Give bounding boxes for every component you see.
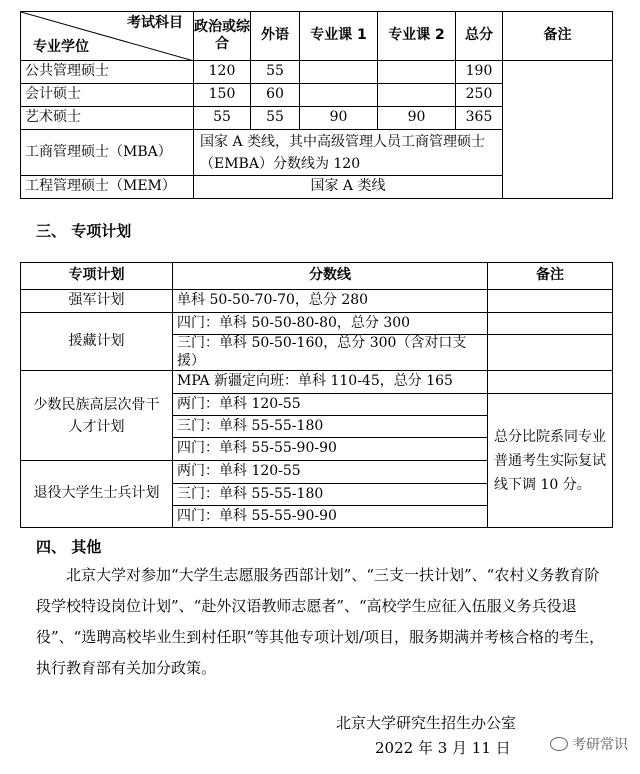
row-name: 工商管理硕士（MBA）	[21, 130, 194, 176]
score-line: MPA 新疆定向班：单科 110-45，总分 165	[173, 371, 488, 394]
section-title-special-plans: 三、 专项计划	[36, 222, 132, 240]
row-name: 公共管理硕士	[21, 61, 194, 84]
cell: 250	[456, 84, 503, 107]
plan-name: 援藏计划	[21, 313, 173, 371]
plan-name: 少数民族高层次骨干人才计划	[21, 371, 173, 461]
cell: 55	[251, 61, 300, 84]
cell: 90	[300, 107, 378, 130]
plan-name: 退役大学生士兵计划	[21, 461, 173, 528]
remarks-cell	[503, 61, 613, 199]
watermark-text: 考研常识	[572, 737, 628, 753]
row-name: 会计硕士	[21, 84, 194, 107]
signature-date: 2022 年 3 月 11 日	[375, 739, 511, 757]
score-line: 三门：单科 50-50-160，总分 300（含对口支援）	[173, 335, 488, 371]
cell: 55	[194, 107, 251, 130]
cell	[300, 84, 378, 107]
table-row	[21, 290, 613, 313]
row-name: 艺术硕士	[21, 107, 194, 130]
score-line: 两门：单科 120-55	[173, 461, 488, 484]
col-header: 政治或综合	[194, 12, 251, 61]
signature-office: 北京大学研究生招生办公室	[336, 714, 517, 732]
subject-label: 考试科目	[127, 15, 183, 31]
cell	[378, 61, 456, 84]
score-line: 单科 50-50-70-70，总分 280	[173, 290, 488, 313]
cell: 55	[251, 107, 300, 130]
score-line: 三门：单科 55-55-180	[173, 416, 488, 438]
cell: 60	[251, 84, 300, 107]
watermark	[550, 734, 628, 754]
remarks-cell	[488, 313, 613, 335]
other-paragraph: 北京大学对参加“大学生志愿服务西部计划”、“三支一扶计划”、“农村义务教育阶段学校特设岗位计划”、“赴外汉语教师志愿者”、“高校学生应征入伍服义务兵役退役”、“选聘高校毕业生到村任职”等其他专项计划/项目，服务期满并考核合格的考生，执行教育部有关加分政策。	[36, 566, 605, 677]
table-row	[21, 61, 613, 84]
col-header: 外语	[251, 12, 300, 61]
cell	[378, 84, 456, 107]
mba-note: 国家 A 类线，其中高级管理人员工商管理硕士（EMBA）分数线为 120	[194, 130, 503, 176]
table-header-row	[21, 263, 613, 290]
diagonal-header-cell	[21, 12, 194, 61]
table-row	[21, 371, 613, 394]
table-header-row	[21, 12, 613, 61]
cell: 190	[456, 61, 503, 84]
remarks-cell	[488, 335, 613, 371]
row-name: 工程管理硕士（MEM）	[21, 176, 194, 199]
score-table-professional	[20, 11, 613, 199]
cell: 120	[194, 61, 251, 84]
remarks-cell	[488, 371, 613, 394]
score-line: 三门：单科 55-55-180	[173, 484, 488, 506]
remarks-cell	[488, 290, 613, 313]
cell	[300, 61, 378, 84]
remarks-note: 总分比院系同专业普通考生实际复试线下调 10 分。	[488, 394, 613, 528]
section-title-other: 四、 其他	[36, 538, 102, 556]
col-header: 专项计划	[21, 263, 173, 290]
score-line: 两门：单科 120-55	[173, 394, 488, 416]
cell: 365	[456, 107, 503, 130]
table-row	[21, 313, 613, 335]
score-line: 四门：单科 55-55-90-90	[173, 438, 488, 461]
col-header: 备注	[503, 12, 613, 61]
score-line: 四门：单科 55-55-90-90	[173, 506, 488, 528]
score-line: 四门：单科 50-50-80-80，总分 300	[173, 313, 488, 335]
col-header: 分数线	[173, 263, 488, 290]
plan-name: 强军计划	[21, 290, 173, 313]
wechat-icon	[550, 737, 568, 751]
special-plans-table	[20, 262, 613, 528]
cell: 150	[194, 84, 251, 107]
col-header: 专业课 1	[300, 12, 378, 61]
mem-note: 国家 A 类线	[194, 176, 503, 199]
col-header: 备注	[488, 263, 613, 290]
col-header: 总分	[456, 12, 503, 61]
degree-label: 专业学位	[33, 38, 89, 55]
col-header: 专业课 2	[378, 12, 456, 61]
cell: 90	[378, 107, 456, 130]
